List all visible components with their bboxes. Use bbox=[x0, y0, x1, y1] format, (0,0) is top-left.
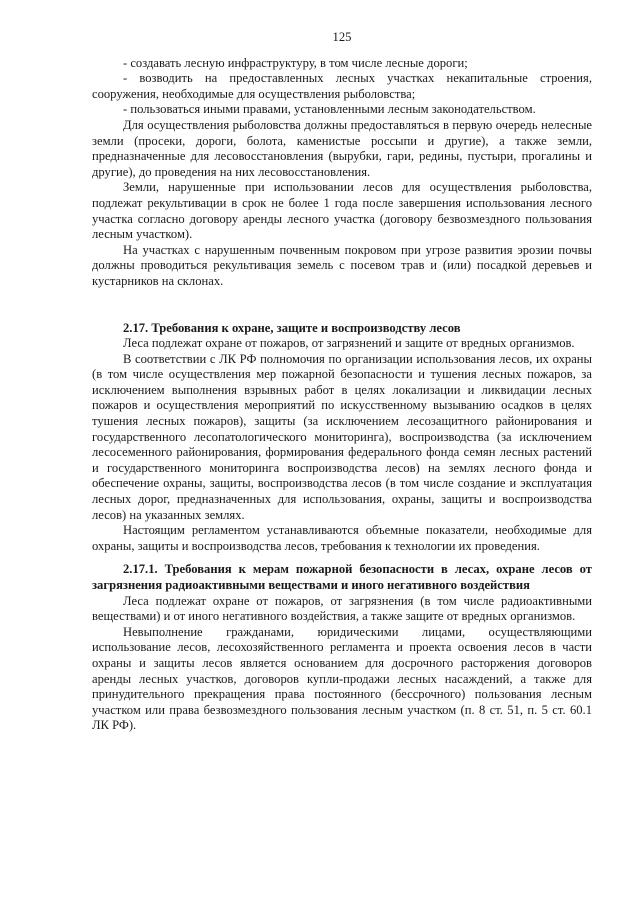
paragraph: В соответствии с ЛК РФ полномочия по организации использования лесов, их охраны (в том числе осуществления мер пожарной безопасности и тушения лесных пожаров, за исключением выполнения взрывных работ в целях локализации и ликвидации лесных пожаров и осуществления мероприятий по искусственному вызыванию осадков в целях тушения лесных пожаров), защиты (за исключением лесозащитного районирования и государственного лесопатологического мониторинга), воспроизводства (за исключением лесосеменного районирования, формирования федерального фонда семян лесных растений и государственного мониторинга воспроизводства лесов) на землях лесного фонда и обеспечение охраны, защиты, воспроизводства лесов (в том числе создание и эксплуатация лесных дорог, предназначенных для использования, охраны, защиты и воспроизводства лесов) на указанных землях. bbox=[92, 351, 592, 522]
list-item: - возводить на предоставленных лесных участках некапитальные строения, сооружения, необходимые для осуществления рыболовства; bbox=[92, 71, 592, 101]
paragraph: Настоящим регламентом устанавливаются объемные показатели, необходимые для охраны, защиты и воспроизводства лесов, требования к технологии их проведения. bbox=[92, 523, 592, 553]
spacer bbox=[92, 290, 592, 321]
list-item: - пользоваться иными правами, установленными лесным законодательством. bbox=[123, 102, 536, 117]
paragraph: Леса подлежат охране от пожаров, от загрязнений и защите от вредных организмов. bbox=[123, 336, 575, 351]
paragraph: Леса подлежат охране от пожаров, от загрязнения (в том числе радиоактивными веществами) и от иного негативного воздействия, а также защите от вредных организмов. bbox=[92, 593, 592, 624]
paragraph: Невыполнение гражданами, юридическими лицами, осуществляющими использование лесов, лесохозяйственного регламента и проекта освоения лесов в части охраны и защиты лесов является основанием для досрочного расторжения договоров аренды лесных участков, договоров купли-продажи лесных насаждений, а также для принудительного прекращения права постоянного (бессрочного) пользования лесным участком или права безвозмездного пользования лесным участком (п. 8 ст. 51, п. 5 ст. 60.1 ЛК РФ). bbox=[92, 624, 592, 733]
paragraph: Земли, нарушенные при использовании лесов для осуществления рыболовства, подлежат рекультивации в срок не более 1 года после завершения использования лесного участка согласно договору аренды лесного участка (договору безвозмездного пользования лесным участком). bbox=[92, 180, 592, 242]
list-item: - создавать лесную инфраструктуру, в том числе лесные дороги; bbox=[123, 55, 468, 70]
section-heading-2-17-1: 2.17.1. Требования к мерам пожарной безопасности в лесах, охране лесов от загрязнения радиоактивными веществами и иного негативного воздействия bbox=[92, 562, 592, 592]
paragraph: Для осуществления рыболовства должны предоставляться в первую очередь нелесные земли (просеки, дороги, болота, каменистые россыпи и другие), а также земли, предназначенные для лесовосстановления (вырубки, гари, редины, пустыри, прогалины и другие), до проведения на них лесовосстановления. bbox=[92, 117, 592, 179]
paragraph: На участках с нарушенным почвенным покровом при угрозе развития эрозии почвы должны проводиться рекультивация земель с посевом трав и (или) посадкой деревьев и кустарников на склонах. bbox=[92, 242, 592, 288]
page-number: 125 bbox=[332, 30, 352, 44]
section-heading-2-17: 2.17. Требования к охране, защите и воспроизводству лесов bbox=[123, 320, 461, 335]
document-page bbox=[92, 30, 592, 734]
spacer bbox=[92, 554, 592, 562]
